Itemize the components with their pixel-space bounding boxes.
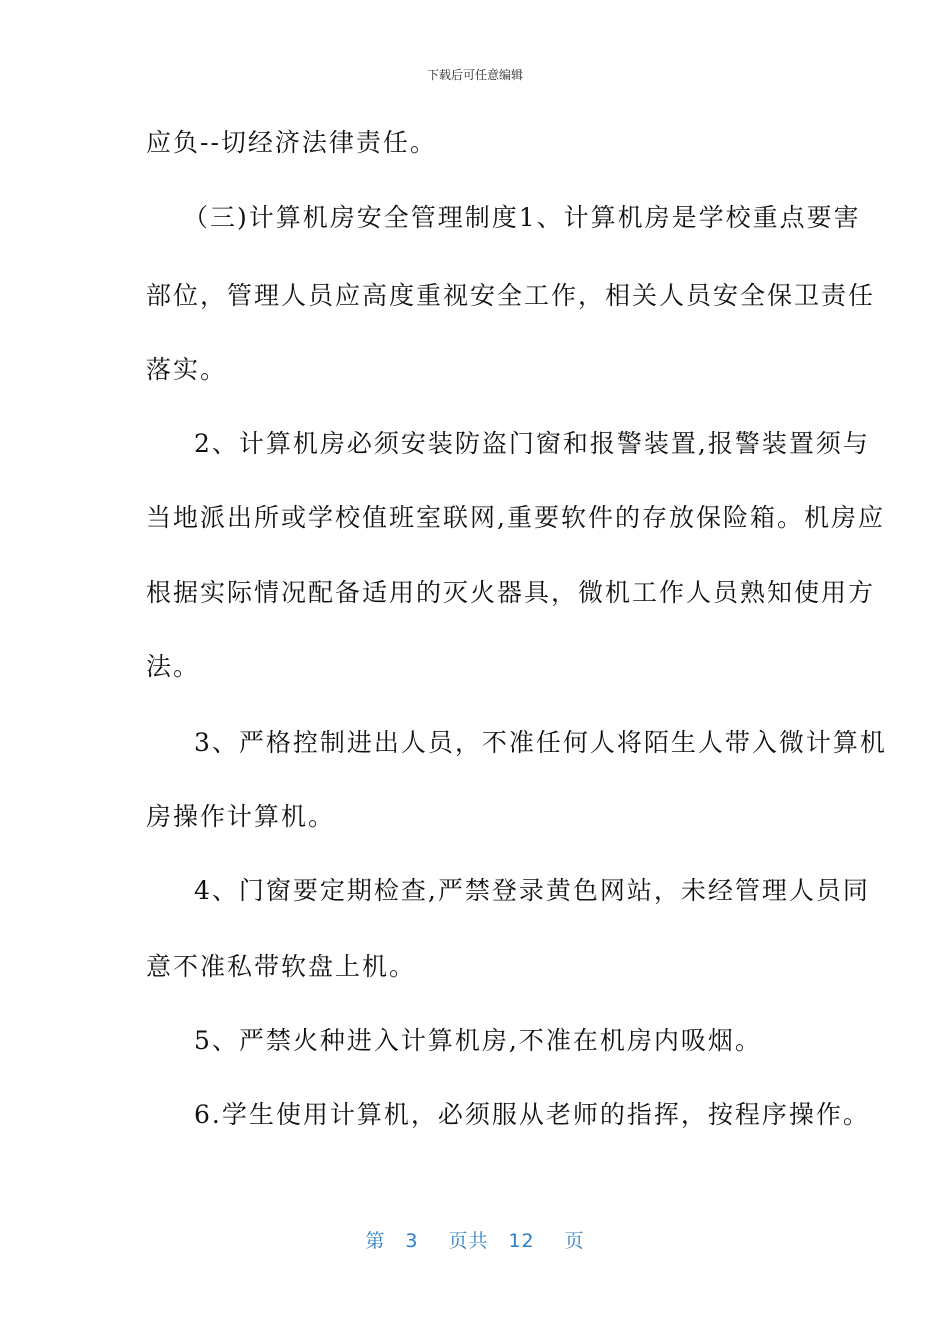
text-line: 落实。	[146, 355, 228, 384]
text-line: 2、计算机房必须安装防盗门窗和报警装置,报警装置须与	[194, 429, 870, 458]
text-line: 6.学生使用计算机，必须服从老师的指挥，按程序操作。	[194, 1100, 870, 1129]
text-line: 根据实际情况配备适用的灭火器具，微机工作人员熟知使用方	[146, 578, 876, 607]
footer-prefix: 第	[365, 1230, 386, 1252]
text-line: 房操作计算机。	[146, 802, 336, 831]
total-pages-number: 12	[508, 1230, 535, 1252]
current-page-number: 3	[405, 1230, 419, 1252]
text-line: 3、严格控制进出人员，不准任何人将陌生人带入微计算机	[194, 728, 887, 757]
text-line: 当地派出所或学校值班室联网,重要软件的存放保险箱。机房应	[146, 503, 885, 532]
footer-suffix: 页	[564, 1230, 585, 1252]
footer-middle: 页共	[448, 1230, 489, 1252]
text-line: 法。	[146, 652, 201, 681]
text-line: （三)计算机房安全管理制度1、计算机房是学校重点要害	[183, 203, 861, 232]
text-line: 4、门窗要定期检查,严禁登录黄色网站，未经管理人员同	[194, 876, 870, 905]
header-note: 下载后可任意编辑	[426, 68, 523, 82]
text-line: 5、严禁火种进入计算机房,不准在机房内吸烟。	[194, 1026, 762, 1055]
text-line: 意不准私带软盘上机。	[146, 952, 417, 981]
text-line: 部位，管理人员应高度重视安全工作，相关人员安全保卫责任	[146, 281, 876, 310]
page-footer	[0, 1226, 950, 1253]
text-line: 应负--切经济法律责任。	[146, 128, 437, 157]
